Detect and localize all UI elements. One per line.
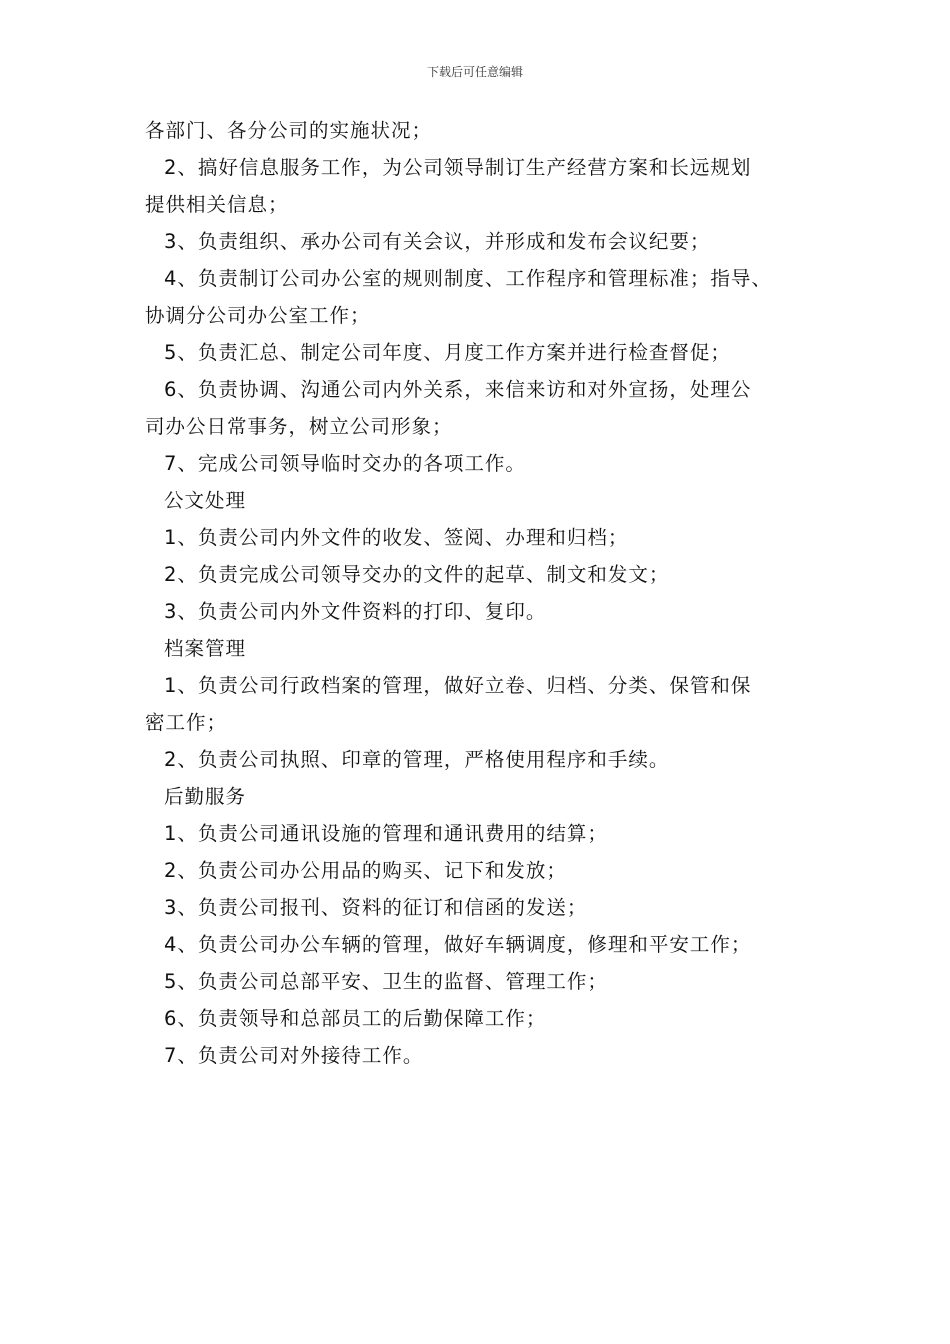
list-item: 1、负责公司内外文件的收发、签阅、办理和归档；	[164, 526, 629, 549]
page-header: 下载后可任意编辑	[426, 65, 523, 79]
list-item: 7、完成公司领导临时交办的各项工作。	[164, 452, 526, 475]
list-item: 5、负责公司总部平安、卫生的监督、管理工作；	[164, 970, 608, 993]
list-item: 2、搞好信息服务工作，为公司领导制订生产经营方案和长远规划	[164, 156, 752, 179]
section-heading: 后勤服务	[164, 785, 247, 808]
list-item: 6、负责领导和总部员工的后勤保障工作；	[164, 1007, 547, 1030]
section-heading: 档案管理	[164, 637, 247, 660]
list-item: 3、负责公司报刊、资料的征订和信函的发送；	[164, 896, 588, 919]
paragraph-line: 各部门、各分公司的实施状况；	[145, 119, 433, 142]
list-item: 4、负责制订公司办公室的规则制度、工作程序和管理标准；指导、	[164, 267, 772, 290]
list-item: 3、负责公司内外文件资料的打印、复印。	[164, 600, 547, 623]
list-item: 1、负责公司行政档案的管理，做好立卷、归档、分类、保管和保	[164, 674, 752, 697]
list-item: 4、负责公司办公车辆的管理，做好车辆调度，修理和平安工作；	[164, 933, 752, 956]
paragraph-line: 提供相关信息；	[145, 193, 289, 216]
list-item: 2、负责公司执照、印章的管理，严格使用程序和手续。	[164, 748, 670, 771]
paragraph-line: 协调分公司办公室工作；	[145, 304, 371, 327]
list-item: 1、负责公司通讯设施的管理和通讯费用的结算；	[164, 822, 608, 845]
paragraph-line: 密工作；	[145, 711, 228, 734]
paragraph-line: 司办公日常事务，树立公司形象；	[145, 415, 453, 438]
list-item: 3、负责组织、承办公司有关会议，并形成和发布会议纪要；	[164, 230, 711, 253]
list-item: 6、负责协调、沟通公司内外关系，来信来访和对外宣扬，处理公	[164, 378, 752, 401]
list-item: 2、负责公司办公用品的购买、记下和发放；	[164, 859, 567, 882]
list-item: 2、负责完成公司领导交办的文件的起草、制文和发文；	[164, 563, 670, 586]
section-heading: 公文处理	[164, 489, 247, 512]
list-item: 5、负责汇总、制定公司年度、月度工作方案并进行检查督促；	[164, 341, 731, 364]
list-item: 7、负责公司对外接待工作。	[164, 1044, 424, 1067]
